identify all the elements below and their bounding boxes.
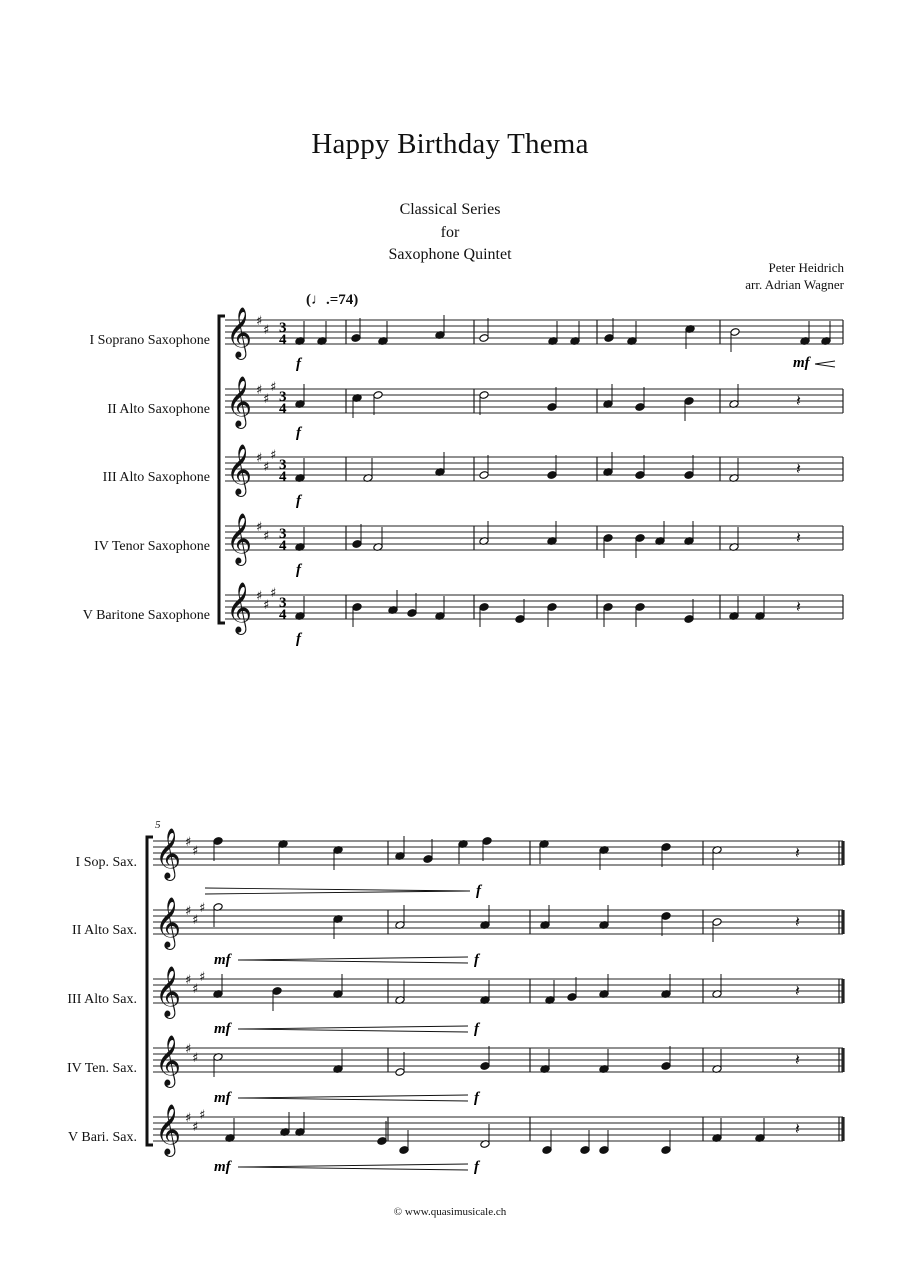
quarter-rest: 𝄽: [795, 843, 800, 862]
sharp-sign: ♯: [192, 844, 199, 859]
time-signature-top: 3: [279, 595, 287, 611]
sharp-sign: ♯: [192, 1051, 199, 1066]
instrument-name: V Bari. Sax.: [68, 1130, 137, 1145]
sharp-sign: ♯: [263, 392, 270, 407]
score-title: Happy Birthday Thema: [311, 128, 589, 160]
treble-clef: 𝄞: [226, 582, 253, 633]
instrument-name: I Sop. Sax.: [75, 855, 137, 870]
dynamic-marking: mf: [214, 952, 231, 968]
dynamic-marking: f: [296, 493, 301, 509]
time-signature-top: 3: [279, 320, 287, 336]
ensemble-label: Saxophone Quintet: [388, 246, 512, 263]
crescendo-hairpin: [205, 891, 470, 894]
treble-clef: 𝄞: [155, 966, 182, 1017]
sharp-sign: ♯: [256, 589, 263, 604]
system-bracket: [147, 837, 153, 1145]
system-bracket: [219, 316, 225, 623]
dynamic-marking: f: [476, 883, 481, 899]
instrument-name: IV Ten. Sax.: [66, 1061, 137, 1076]
crescendo-hairpin: [238, 1098, 468, 1101]
composer-credit: Peter Heidrich: [768, 260, 844, 275]
instrument-name: IV Tenor Saxophone: [94, 539, 210, 554]
instrument-name: II Alto Sax.: [72, 923, 137, 938]
dynamic-marking: f: [296, 425, 301, 441]
sharp-sign: ♯: [185, 1042, 192, 1057]
measure-number: 5: [155, 819, 161, 831]
sharp-sign: ♯: [263, 529, 270, 544]
instrument-name: V Baritone Saxophone: [82, 608, 210, 623]
dynamic-marking: f: [296, 631, 301, 647]
sharp-sign: ♯: [199, 901, 206, 916]
treble-clef: 𝄞: [155, 1104, 182, 1155]
crescendo-hairpin: [238, 1029, 468, 1032]
crescendo-hairpin: [815, 364, 835, 367]
instrument-name: III Alto Sax.: [67, 992, 137, 1007]
sharp-sign: ♯: [185, 973, 192, 988]
dynamic-marking: f: [474, 1159, 479, 1175]
crescendo-hairpin: [205, 888, 470, 891]
sharp-sign: ♯: [263, 323, 270, 338]
dynamic-marking: mf: [793, 355, 810, 371]
quarter-rest: 𝄽: [796, 528, 801, 547]
sharp-sign: ♯: [256, 314, 263, 329]
sharp-sign: ♯: [256, 520, 263, 535]
sharp-sign: ♯: [270, 380, 277, 395]
crescendo-hairpin: [238, 1095, 468, 1098]
sharp-sign: ♯: [185, 904, 192, 919]
treble-clef: 𝄞: [226, 444, 253, 495]
crescendo-hairpin: [238, 960, 468, 963]
time-signature-top: 3: [279, 389, 287, 405]
treble-clef: 𝄞: [155, 1035, 182, 1086]
crescendo-hairpin: [238, 1167, 468, 1170]
crescendo-hairpin: [238, 957, 468, 960]
dynamic-marking: f: [474, 952, 479, 968]
sharp-sign: ♯: [199, 1108, 206, 1123]
time-signature-bottom: 4: [279, 401, 287, 417]
notation: [147, 307, 843, 1175]
tempo-marking: (♩.=74): [306, 292, 359, 308]
quarter-rest: 𝄽: [796, 597, 801, 616]
series-label: Classical Series: [399, 201, 501, 218]
time-signature-top: 3: [279, 457, 287, 473]
sharp-sign: ♯: [192, 982, 199, 997]
sharp-sign: ♯: [192, 913, 199, 928]
time-signature-bottom: 4: [279, 469, 287, 485]
sharp-sign: ♯: [263, 598, 270, 613]
time-signature-bottom: 4: [279, 538, 287, 554]
instrument-name: III Alto Saxophone: [102, 470, 210, 485]
time-signature-bottom: 4: [279, 607, 287, 623]
treble-clef: 𝄞: [226, 376, 253, 427]
quarter-rest: 𝄽: [795, 1119, 800, 1138]
quarter-rest: 𝄽: [796, 459, 801, 478]
instrument-name: I Soprano Saxophone: [89, 333, 210, 348]
copyright-footer: © www.quasimusicale.ch: [393, 1206, 507, 1218]
sharp-sign: ♯: [263, 460, 270, 475]
crescendo-hairpin: [238, 1026, 468, 1029]
time-signature-top: 3: [279, 526, 287, 542]
quarter-rest: 𝄽: [795, 1050, 800, 1069]
dynamic-marking: mf: [214, 1090, 231, 1106]
treble-clef: 𝄞: [226, 307, 253, 358]
treble-clef: 𝄞: [155, 897, 182, 948]
sharp-sign: ♯: [185, 1111, 192, 1126]
time-signature-bottom: 4: [279, 332, 287, 348]
sharp-sign: ♯: [185, 835, 192, 850]
crescendo-hairpin: [238, 1164, 468, 1167]
crescendo-hairpin: [815, 361, 835, 364]
quarter-rest: 𝄽: [795, 912, 800, 931]
staff-lines: [153, 320, 843, 1141]
sharp-sign: ♯: [192, 1120, 199, 1135]
sharp-sign: ♯: [270, 586, 277, 601]
dynamic-marking: f: [296, 562, 301, 578]
for-label: for: [440, 224, 460, 241]
dynamic-marking: mf: [214, 1021, 231, 1037]
quarter-rest: 𝄽: [795, 981, 800, 1000]
sharp-sign: ♯: [199, 970, 206, 985]
dynamic-marking: f: [474, 1090, 479, 1106]
treble-clef: 𝄞: [226, 513, 253, 564]
dynamic-marking: f: [296, 356, 301, 372]
sharp-sign: ♯: [256, 451, 263, 466]
sharp-sign: ♯: [270, 448, 277, 463]
sharp-sign: ♯: [256, 383, 263, 398]
dynamic-marking: mf: [214, 1159, 231, 1175]
quarter-rest: 𝄽: [796, 391, 801, 410]
dynamic-marking: f: [474, 1021, 479, 1037]
instrument-name: II Alto Saxophone: [107, 402, 210, 417]
treble-clef: 𝄞: [155, 828, 182, 879]
arranger-credit: arr. Adrian Wagner: [745, 277, 844, 292]
